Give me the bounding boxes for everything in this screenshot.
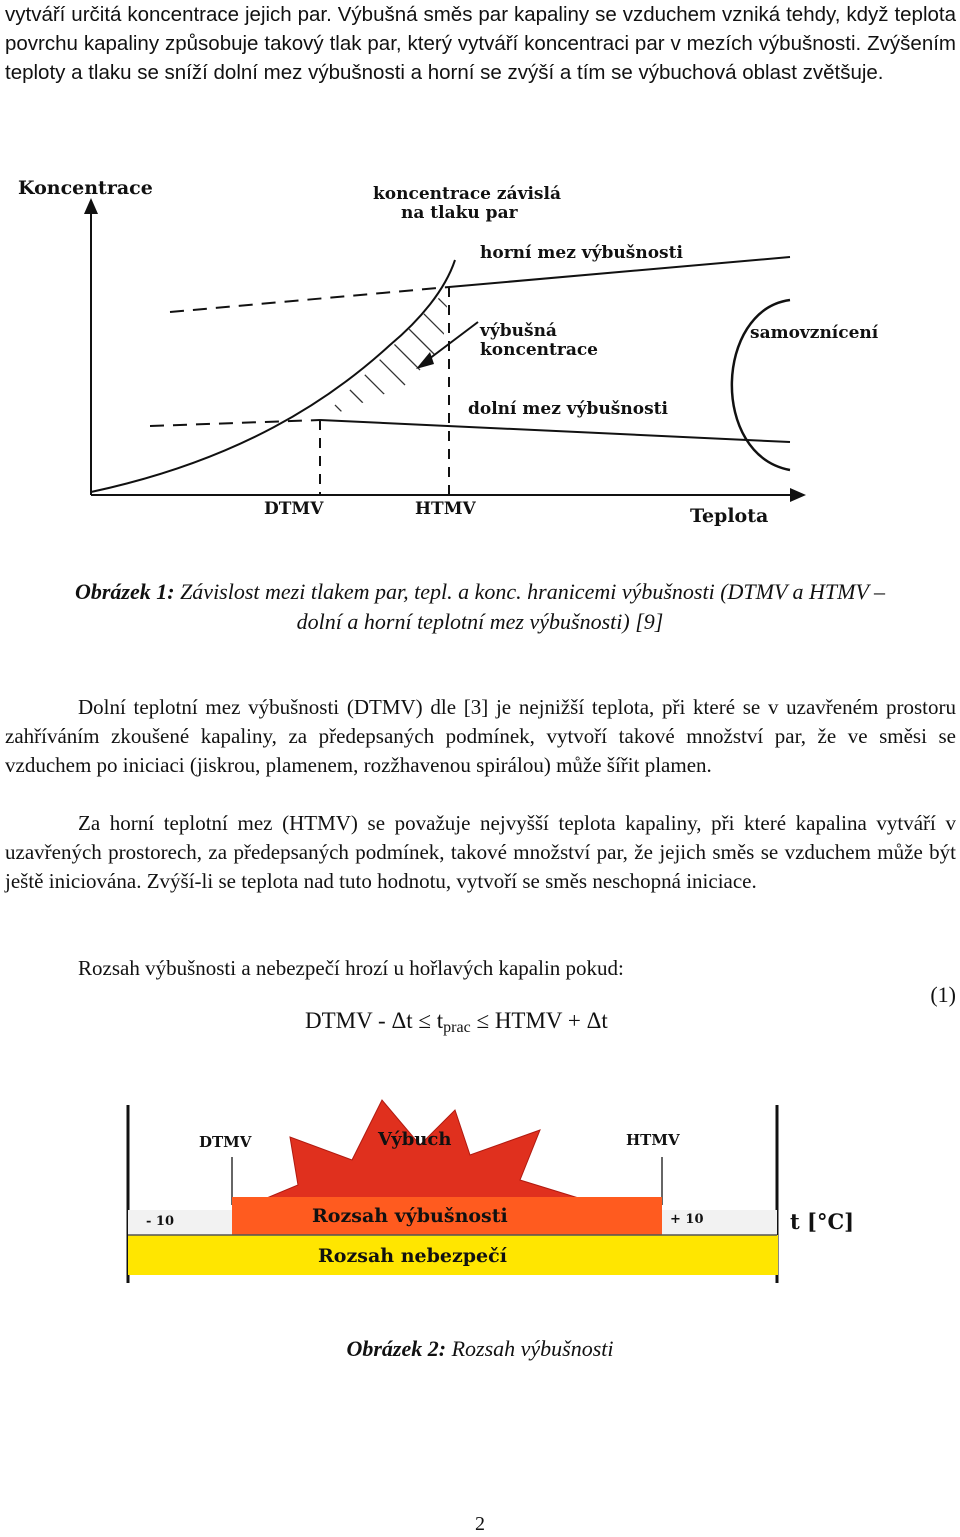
caption-1-text-1: Závislost mezi tlakem par, tepl. a konc. hranicemi výbušnosti (DTMV a HTMV – — [174, 579, 886, 604]
formula-sub: prac — [443, 1019, 471, 1036]
figure-1-caption — [0, 577, 960, 637]
y-axis-label: Koncentrace — [18, 177, 153, 199]
y-axis-arrow — [84, 198, 98, 214]
range-paragraph: Rozsah výbušnosti a nebezpečí hrozí u hořlavých kapalin pokud: — [78, 956, 624, 980]
lower-limit-label: dolní mez výbušnosti — [468, 399, 668, 419]
vapor-pressure-curve — [91, 260, 455, 492]
htmv-paragraph: Za horní teplotní mez (HTMV) se považuje nejvyšší teplota kapaliny, při které kapalina vytváří v uzavřených prostorech, za předepsaných podmínek, takové množství par, že jejich směs se vzduchem může být ještě iniciována. Zvýší-li se teplota nad tuto hodnotu, vytvoří se směs neschopná iniciace. — [5, 811, 956, 893]
self-ignition-label: samovznícení — [750, 323, 879, 343]
dtmv-label: DTMV — [264, 499, 324, 519]
figure-2-diagram — [0, 1095, 960, 1295]
danger-range-label: Rozsah nebezpečí — [318, 1245, 507, 1267]
figure-2-caption — [0, 1334, 960, 1364]
caption-1-prefix: Obrázek 1: — [74, 579, 175, 604]
minus-ten-label: - 10 — [146, 1214, 175, 1229]
intro-paragraph: vytváří určitá koncentrace jejich par. Výbušná směs par kapaliny se vzduchem vzniká tehdy, když teplota povrchu kapaliny způsobuje takový tlak par, který vytváří koncentraci par v mezích výbušnosti. Zvýšením teploty a tlaku se sníží dolní mez výbušnosti a horní se zvýší a tím se výbuchová oblast zvětšuje. — [5, 3, 956, 84]
page-number: 2 — [475, 1513, 485, 1535]
vapor-curve-label-1: koncentrace závislá — [373, 184, 561, 204]
equation-number: (1) — [930, 982, 956, 1007]
explosion-star — [238, 1100, 585, 1210]
htmv-label: HTMV — [415, 499, 476, 519]
temperature-axis-label: t [°C] — [790, 1209, 855, 1234]
formula-1 — [305, 1008, 608, 1037]
caption-2-prefix: Obrázek 2: — [346, 1336, 447, 1361]
lower-limit-line — [320, 420, 790, 442]
x-axis-arrow — [790, 488, 806, 502]
dtmv-paragraph: Dolní teplotní mez výbušnosti (DTMV) dle [3] je nejnižší teplota, při které se v uzavřeném prostoru zahříváním zkoušené kapaliny, za předepsaných podmínek, vytvoří takové množství par, že ve směsi se vzduchem po iniciaci (jiskrou, plamenem, rozžhavenou spirálou) může šířit plamen. — [5, 695, 956, 777]
plus-ten-label: + 10 — [670, 1212, 704, 1227]
explosive-label-2: koncentrace — [480, 340, 598, 360]
explosion-range-label: Rozsah výbušnosti — [312, 1205, 508, 1227]
explosive-arrow — [425, 322, 478, 362]
explosion-label: Výbuch — [378, 1129, 452, 1150]
fig2-dtmv-label: DTMV — [199, 1133, 252, 1151]
vapor-curve-label-2: na tlaku par — [401, 203, 518, 223]
upper-limit-dashed — [170, 287, 449, 312]
caption-2-text: Rozsah výbušnosti — [446, 1336, 614, 1361]
formula-right: ≤ HTMV + Δt — [470, 1008, 608, 1033]
formula-left: DTMV - Δt ≤ t — [305, 1008, 444, 1033]
fig2-htmv-label: HTMV — [626, 1131, 680, 1149]
figure-1-diagram — [0, 0, 960, 560]
upper-limit-label: horní mez výbušnosti — [480, 243, 683, 263]
x-axis-label: Teplota — [690, 505, 769, 527]
lower-limit-dashed — [150, 420, 320, 426]
explosive-label-1: výbušná — [480, 321, 557, 341]
caption-1-text-2: dolní a horní teplotní mez výbušnosti) [9] — [296, 609, 664, 634]
